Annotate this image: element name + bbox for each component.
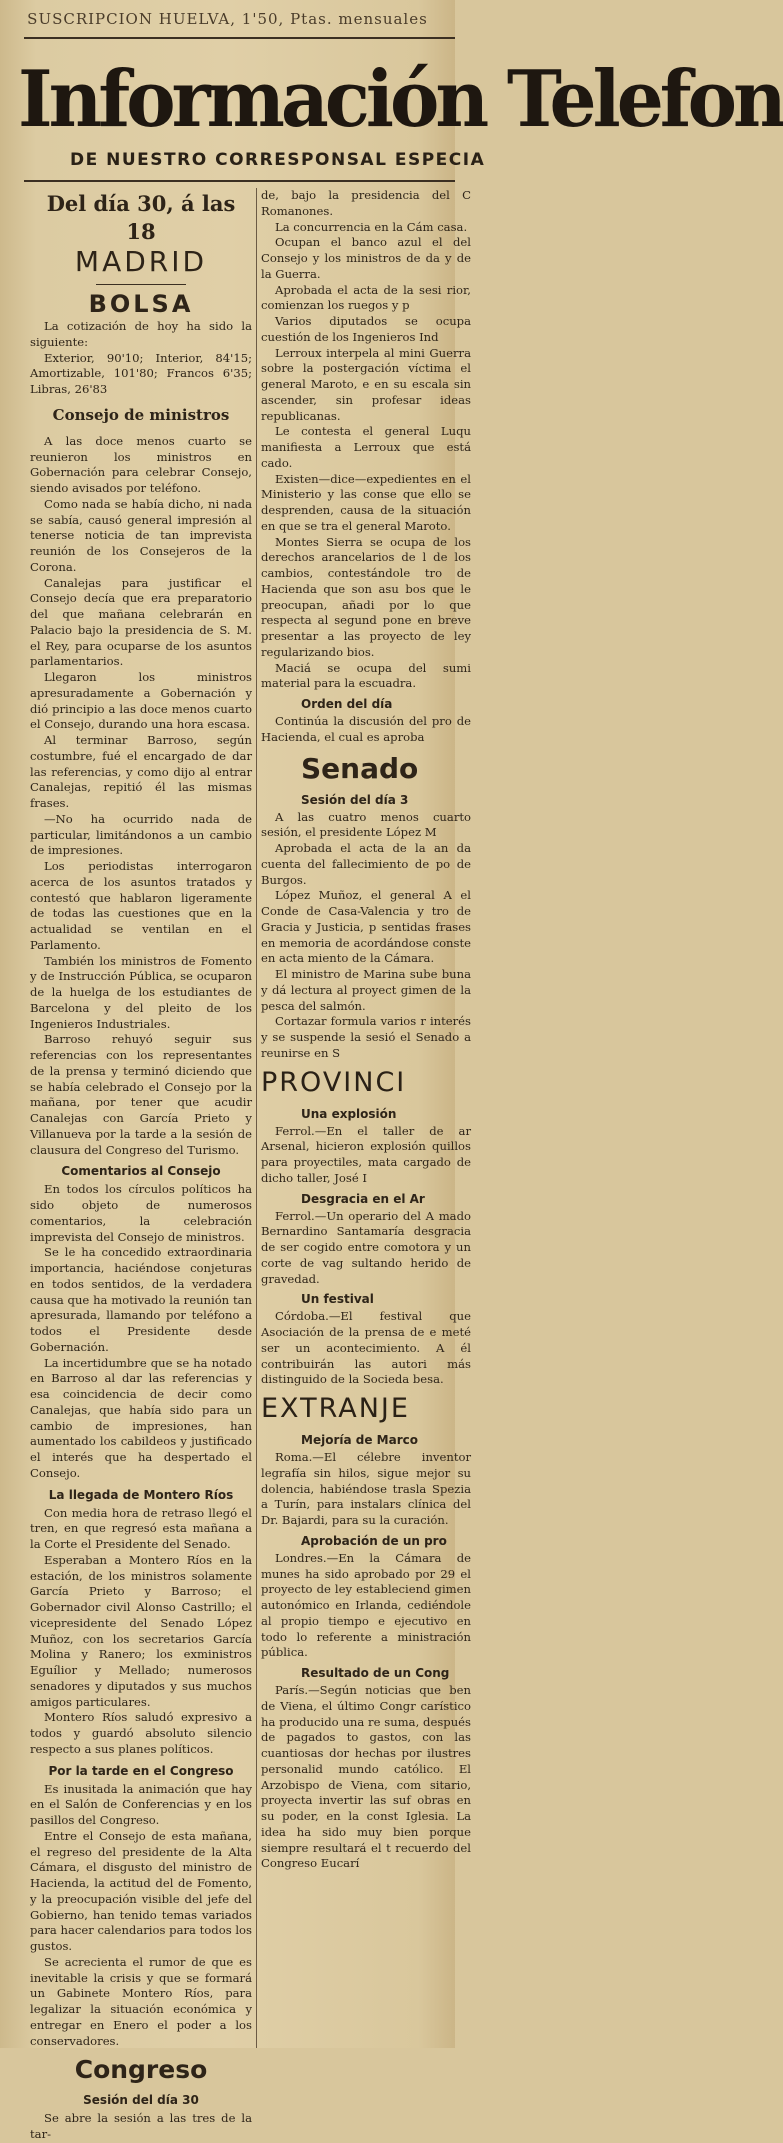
congreso-continued: de, bajo la presidencia del C Romanones. [261, 188, 471, 218]
consejo-paragraph: Como nada se había dicho, ni nada se sabía, causó general impresión al tenerse noticia de tan imprevista reunión de los Consejeros de la Corona. [30, 496, 252, 574]
consejo-paragraph: —No ha ocurrido nada de particular, limitándonos a un cambio de impresiones. [30, 811, 252, 858]
congreso-paragraph: Maciá se ocupa del sumi material para la escuadra. [261, 660, 471, 691]
tarde-paragraph: Se acrecienta el rumor de que es inevitable la crisis y que se formará un Gabinete Montero Ríos, para legalizar la situación económica y entregar en Enero el poder a los conservadores. [30, 1954, 252, 2048]
extranjero-item-title: Aprobación de un pro [301, 1533, 447, 1548]
tarde-paragraph: Entre el Consejo de esta mañana, el regreso del presidente de la Alta Cámara, el disgusto del ministro de Hacienda, la actitud del de Fomento, y la preocupación visible del jefe del Gobierno, han tenido temas variados para hacer calendarios para todos los gustos. [30, 1828, 252, 1953]
extranjero-item-text: París.—Según noticias que ben de Viena, el último Congr carístico ha producido una re suma, después de pagados to gastos, con las cuantiosas dor hechas por ilustres personalid mundo católico. El Arzobispo de Viena, com sitario, proyecta invertir las suf obras en su poder, en la const Iglesia. La idea ha sido muy bien porque siempre resultará el t recuerdo del Congreso Eucarí [261, 1683, 471, 1871]
tarde-paragraph: Es inusitada la animación que hay en el Salón de Conferencias y en los pasillos del Congreso. [30, 1781, 252, 1827]
comentarios-paragraph: Se le ha concedido extraordinaria importancia, haciéndose conjeturas en todos sentidos, de la verdadera causa que ha motivado la reunión tan apresurada, llamando por teléfono a todos el Presidente desde Gobernación. [30, 1245, 252, 1354]
provincias-item-title: Desgracia en el Ar [301, 1191, 425, 1206]
orden-text: Continúa la discusión del pro de Hacienda, el cual es aproba [261, 714, 471, 744]
consejo-paragraph: Barroso rehuyó seguir sus referencias con los representantes de la prensa y terminó diciendo que se había celebrado el Consejo por la mañana, por tener que acudir Canalejas con García Prieto y Villanueva por la tarde a la sesión de clausura del Congreso del Turismo. [30, 1032, 252, 1157]
comentarios-paragraph: La incertidumbre que se ha notado en Barroso al dar las referencias y esa coincidencia de decir como Canalejas, que había sido para un cambio de impresiones, han aumentado los cabildeos y justificado el interés que ha despertado el Consejo. [30, 1355, 252, 1480]
consejo-paragraph: También los ministros de Fomento y de Instrucción Pública, se ocuparon de la huelga de los estudiantes de Barcelona y del pleito de los Ingenieros Industriales. [30, 953, 252, 1031]
bolsa-intro: La cotización de hoy ha sido la siguiente: [30, 319, 252, 349]
consejo-paragraph: Los periodistas interrogaron acerca de los asuntos tratados y contestó que hablaron ligeramente de todas las cuestiones que en la actualidad se ventilan en el Parlamento. [30, 859, 252, 952]
bolsa-quotes: Exterior, 90'10; Interior, 84'15; Amortizable, 101'80; Francos 6'35; Libras, 26'83 [30, 350, 252, 396]
senado-heading: Senado [301, 751, 419, 785]
extranjero-item-title: Mejoría de Marco [301, 1433, 418, 1447]
congreso-text: Se abre la sesión a las tres de la tar- [30, 2111, 252, 2141]
bolsa-heading: BOLSA [88, 290, 194, 318]
senado-paragraph: Cortazar formula varios r interés y se suspende la sesió el Senado a reunirse en S [261, 1014, 471, 1060]
consejo-heading: Consejo de ministros [52, 405, 230, 424]
consejo-paragraph: Llegaron los ministros apresuradamente a Gobernación y dió principio a las doce menos cuarto el Consejo, durando una hora escasa. [30, 670, 252, 732]
comentarios-paragraph: En todos los círculos políticos ha sido objeto de numerosos comentarios, la celebración imprevista del Consejo de ministros. [30, 1182, 252, 1244]
provincias-item-text: Ferrol.—Un operario del A mado Bernardino Santamaría desgracia de ser cogido entre comotora y un corte de vag sultando herido de gravedad. [261, 1208, 471, 1286]
senado-paragraph: A las cuatro menos cuarto sesión, el presidente López M [261, 809, 471, 840]
provincias-item-text: Ferrol.—En el taller de ar Arsenal, hicieron explosión quillos para proyectiles, mata cargado de dicho taller, José I [261, 1123, 471, 1185]
congreso-paragraph: La concurrencia en la Cám casa. [275, 219, 468, 234]
orden-heading: Orden del día [301, 697, 393, 711]
subscription-line: SUSCRIPCION HUELVA, 1'50, Ptas. mensuales [27, 10, 428, 28]
city-heading: MADRID [74, 245, 208, 278]
senado-paragraph: López Muñoz, el general A el Conde de Casa-Valencia y tro de Gracia y Justicia, p sentidas frases en memoria de acordándose conste en acta miento de la Cámara. [261, 888, 471, 966]
top-rule [24, 37, 455, 39]
extranjero-heading: EXTRANJE [261, 1393, 410, 1424]
senado-subheading: Sesión del día 3 [301, 792, 409, 807]
llegada-paragraph: Con media hora de retraso llegó el tren, en que regresó esta mañana a la Corte el Presidente del Senado. [30, 1505, 252, 1551]
senado-paragraph: El ministro de Marina sube buna y dá lectura al proyect gimen de la pesca del salmón. [261, 967, 471, 1013]
senado-paragraph: Aprobada el acta de la an da cuenta del fallecimiento de po de Burgos. [261, 841, 471, 887]
provincias-heading: PROVINCI [261, 1066, 407, 1098]
consejo-paragraph: A las doce menos cuarto se reunieron los ministros en Gobernación para celebrar Consejo, siendo avisados por teléfono. [30, 433, 252, 495]
extranjero-item-text: Roma.—El célebre inventor legrafía sin hilos, sigue mejor su dolencia, habiéndose trasla Spezia a Turín, para instalars clínica del Dr. Bajardi, para su la curación. [261, 1450, 471, 1527]
extranjero-item-text: Londres.—En la Cámara de munes ha sido aprobado por 29 el proyecto de ley estableciend gimen autonómico en Irlanda, cediéndole al propio tiempo e ejecutivo en todo lo referente a ministración pública. [261, 1550, 471, 1660]
consejo-paragraph: Al terminar Barroso, según costumbre, fué el encargado de dar las referencias, y como dijo al entrar Canalejas, repitió él las mismas frases. [30, 733, 252, 810]
congreso-paragraph: Ocupan el banco azul el del Consejo y los ministros de da y de la Guerra. [261, 235, 471, 281]
left-column [30, 188, 252, 2141]
column-divider [256, 188, 257, 2048]
tarde-heading: Por la tarde en el Congreso [48, 1763, 234, 1778]
masthead: Información Telefon [18, 54, 783, 145]
consejo-paragraph: Canalejas para justificar el Consejo decía que era preparatorio del que mañana celebrarán en Palacio bajo la presidencia de S. M. el Rey, para ocuparse de los asuntos parlamentarios. [30, 575, 252, 669]
congreso-paragraph: Le contesta el general Luqu manifiesta a Lerroux que está cado. [261, 424, 471, 470]
llegada-paragraph: Esperaban a Montero Ríos en la estación, de los ministros solamente García Prieto y Barroso; el Gobernador civil Alonso Castrillo; el vicepresidente del Senado López Muñoz, con los secretarios García Molina y Ranero; los exministros Eguílior y Mellado; numerosos senadores y diputados y sus muchos amigos particulares. [30, 1552, 252, 1709]
congreso-paragraph: Aprobada el acta de la sesi rior, comienzan los ruegos y p [261, 282, 471, 313]
right-column [261, 188, 471, 2048]
congreso-paragraph: Lerroux interpela al mini Guerra sobre la postergación víctima el general Maroto, e en su escala sin ascender, sin profesar ideas republicanas. [261, 345, 471, 423]
congreso-paragraph: Varios diputados se ocupa cuestión de los Ingenieros Ind [261, 314, 471, 344]
congreso-heading: Congreso [74, 2055, 208, 2085]
subhead: DE NUESTRO CORRESPONSAL ESPECIA [70, 150, 486, 170]
congreso-paragraph: Montes Sierra se ocupa de los derechos arancelarios de l de los cambios, contestándole tro de Hacienda que son asu bos que le preocupan, añadi por lo que respecta al segund pone en breve presentar a las proyecto de ley regularizando bios. [261, 534, 471, 659]
provincias-item-text: Córdoba.—El festival que Asociación de la prensa de e meté ser un acontecimiento. A él contribuirán las autori más distinguido de la Socieda besa. [261, 1309, 471, 1387]
masthead-rule [24, 180, 455, 182]
provincias-item-title: Una explosión [301, 1106, 397, 1121]
comentarios-heading: Comentarios al Consejo [61, 1164, 221, 1179]
llegada-heading: La llegada de Montero Ríos [48, 1487, 234, 1502]
llegada-paragraph: Montero Ríos saludó expresivo a todos y guardó absoluto silencio respecto a sus planes políticos. [30, 1710, 252, 1756]
separator [96, 284, 186, 285]
dateline: Del día 30, á las 18 [46, 191, 236, 244]
provincias-item-title: Un festival [301, 1292, 374, 1307]
extranjero-item-title: Resultado de un Cong [301, 1666, 450, 1680]
congreso-paragraph: Existen—dice—expedientes en el Ministerio y las conse que ello se desprenden, causa de la situación en que se tra el general Maroto. [261, 471, 471, 533]
congreso-subheading: Sesión del día 30 [83, 2093, 199, 2108]
